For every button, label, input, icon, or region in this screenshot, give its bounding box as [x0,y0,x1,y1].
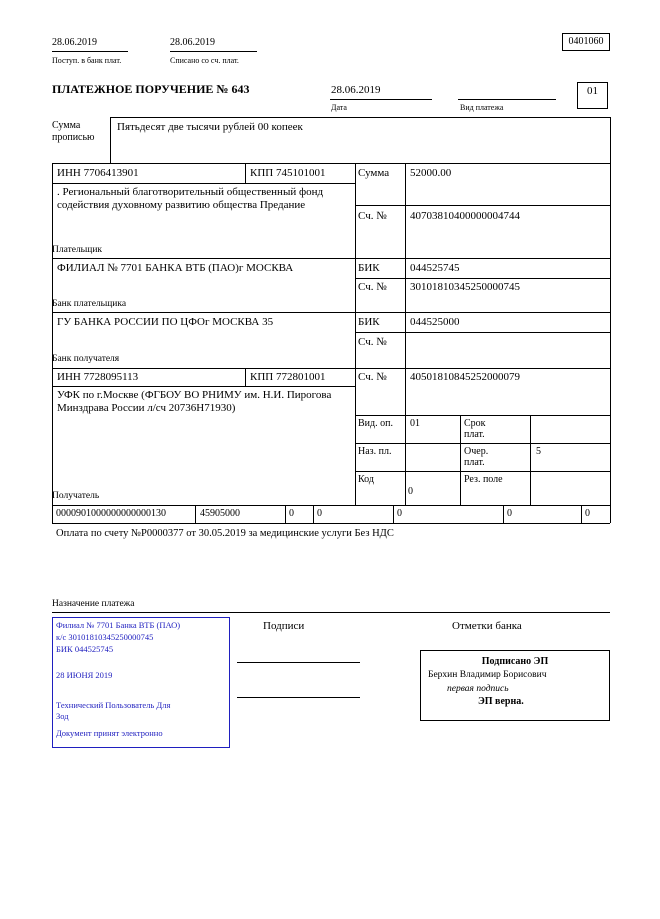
payment-purpose-text: Оплата по счету №Р0000377 от 30.05.2019 за медицинские услуги Без НДС [56,528,394,539]
table-border [460,415,461,505]
payer-bank-account: 30101810345250000745 [410,281,520,293]
oktmo-code: 45905000 [200,508,240,519]
beneficiary-bank-bik: 044525000 [410,316,460,328]
stamp-corr-account: к/с 30101810345250000745 [56,632,154,642]
beneficiary-bank-bik-label: БИК [358,316,380,328]
table-border [355,471,610,472]
beneficiary-bank-section-label: Банк получателя [52,354,120,364]
stamp-operator-line-2: Зод [56,711,69,721]
underline [458,99,556,100]
payment-type-label: Вид платежа [460,103,504,112]
signature-line [237,697,360,698]
amount-words-label-1: Сумма [52,120,81,131]
table-border [405,163,406,505]
payment-term-label-1: Срок [464,418,486,429]
payer-account: 40703810400000004744 [410,210,520,222]
table-border [52,312,610,313]
payer-name: . Региональный благотворительный общественный фонд содействия духовному развитию общества Предание [57,186,324,211]
code-cell: 0 [507,508,512,519]
payer-bank-account-label: Сч. № [358,281,387,293]
table-border [355,278,610,279]
payer-bank-section-label: Банк плательщика [52,299,127,309]
table-border [581,505,582,523]
code-label: Код [358,474,374,485]
table-border [355,205,610,206]
amount-label: Сумма [358,167,390,179]
table-border [110,117,111,163]
date-received-label: Поступ. в банк плат. [52,56,122,65]
signed-ep-title: Подписано ЭП [481,656,549,667]
stamp-operator-line-1: Технический Пользователь Для [56,700,171,710]
payer-account-label: Сч. № [358,210,387,222]
table-border [195,505,196,523]
payment-term-label-2: плат. [464,429,485,440]
table-border [110,117,610,118]
amount-words-label-2: прописью [52,132,95,143]
date-label: Дата [331,103,347,112]
table-border [393,505,394,523]
beneficiary-account-label: Сч. № [358,371,387,383]
underline [330,99,432,100]
table-border [355,415,610,416]
table-border [245,368,246,386]
signatures-heading: Подписи [263,620,305,632]
underline [52,51,128,52]
beneficiary-section-label: Получатель [52,491,100,501]
amount-value: 52000.00 [410,167,452,179]
document-title: ПЛАТЕЖНОЕ ПОРУЧЕНИЕ № 643 [52,82,250,96]
status-code: 01 [587,85,598,97]
date-debited-value: 28.06.2019 [170,37,215,48]
stamp-bik: БИК 044525745 [56,644,114,654]
code-cell: 0 [289,508,294,519]
signature-line [237,662,360,663]
stamp-accepted-note: Документ принят электронно [56,728,163,738]
beneficiary-bank-account-label: Сч. № [358,336,387,348]
signer-name: Берхин Владимир Борисович [428,670,547,680]
table-border [52,163,610,164]
table-border [245,163,246,183]
payment-priority-value: 5 [536,446,541,457]
table-border [52,612,610,613]
payment-purpose-section-label: Назначение платежа [52,599,135,609]
code-cell: 0 [317,508,322,519]
code-cell: 0 [397,508,402,519]
table-border [52,163,53,523]
table-border [355,163,356,505]
payment-priority-label-1: Очер. [464,446,489,457]
date-debited-label: Списано со сч. плат. [170,56,239,65]
beneficiary-kpp: КПП 772801001 [250,371,326,383]
table-border [52,183,355,184]
payer-kpp: КПП 745101001 [250,167,326,179]
table-border [313,505,314,523]
table-border [52,505,610,506]
payment-purpose-code-label: Наз. пл. [358,446,392,457]
underline [170,51,257,52]
bank-marks-heading: Отметки банка [452,620,522,632]
amount-in-words: Пятьдесят две тысячи рублей 00 копеек [117,121,303,133]
operation-type-label: Вид. оп. [358,418,393,429]
date-received-value: 28.06.2019 [52,37,97,48]
payer-bank-name: ФИЛИАЛ № 7701 БАНКА ВТБ (ПАО)г МОСКВА [57,262,294,274]
signature-valid-note: ЭП верна. [478,696,524,707]
table-border [52,258,610,259]
table-border [52,368,610,369]
table-border [355,443,610,444]
stamp-bank-name: Филиал № 7701 Банка ВТБ (ПАО) [56,620,181,630]
table-border [503,505,504,523]
table-border [285,505,286,523]
code-cell: 0 [585,508,590,519]
code-value: 0 [408,486,413,497]
document-date: 28.06.2019 [331,84,381,96]
payer-inn: ИНН 7706413901 [57,167,139,179]
signature-type: первая подпись [447,684,509,694]
stamp-date: 28 ИЮНЯ 2019 [56,670,113,680]
payer-bank-bik: 044525745 [410,262,460,274]
reserve-field-label: Рез. поле [464,474,503,485]
budget-code-kbk: 0000901000000000000130 [56,508,166,519]
beneficiary-name: УФК по г.Москве (ФГБОУ ВО РНИМУ им. Н.И. Пирогова Минздрава России л/сч 20736Н71930) [57,389,332,414]
payer-bank-bik-label: БИК [358,262,380,274]
payer-section-label: Плательщик [52,245,103,255]
table-border [610,117,611,523]
form-code: 0401060 [568,36,604,47]
table-border [52,523,610,524]
beneficiary-account: 40501810845252000079 [410,371,520,383]
table-border [52,386,355,387]
beneficiary-bank-name: ГУ БАНКА РОССИИ ПО ЦФОг МОСКВА 35 [57,316,274,328]
table-border [355,332,610,333]
table-border [530,415,531,505]
operation-type-value: 01 [410,418,420,429]
beneficiary-inn: ИНН 7728095113 [57,371,139,383]
payment-priority-label-2: плат. [464,457,485,468]
